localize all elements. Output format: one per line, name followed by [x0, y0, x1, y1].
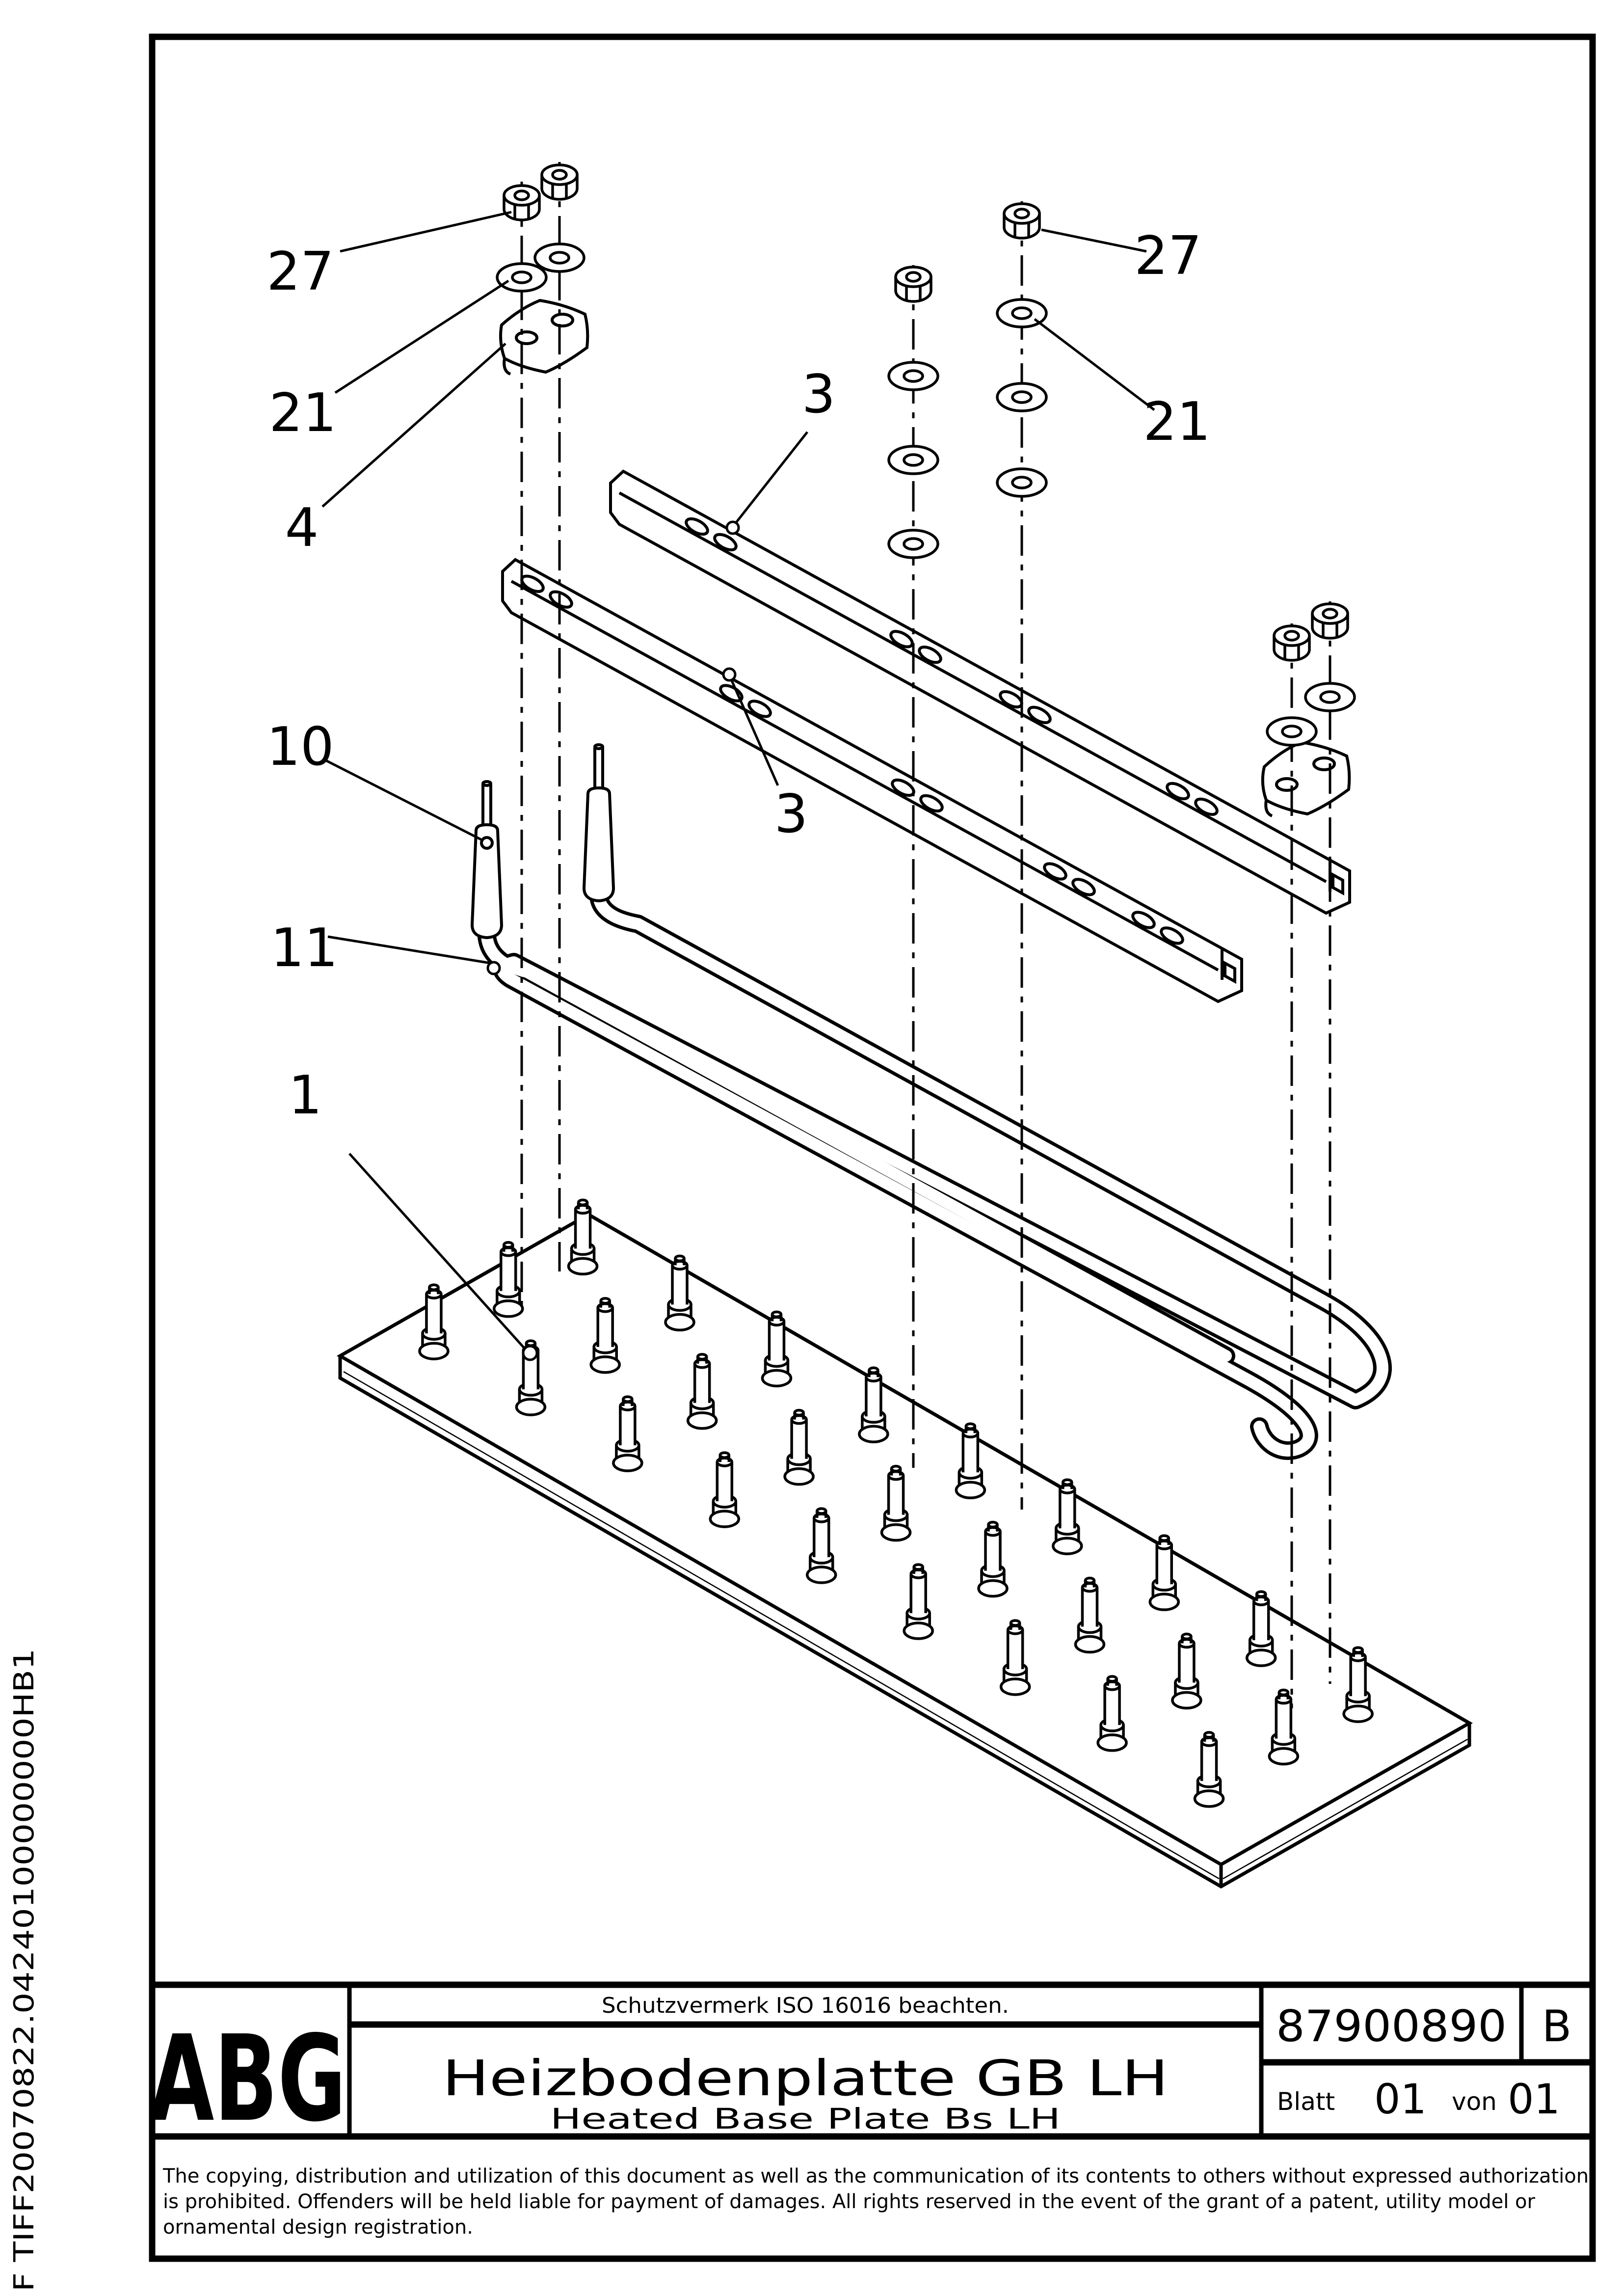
hex-nut: [1004, 204, 1039, 238]
clamp-plate-right: [1263, 742, 1350, 816]
hex-nut: [504, 186, 539, 220]
hex-nut: [1312, 604, 1348, 638]
washer: [1267, 718, 1316, 745]
leader-lines: [322, 212, 1154, 1349]
terminal-post-left: [472, 782, 502, 938]
disclaimer-block: [162, 2165, 1589, 2239]
part-label-11: 11: [270, 918, 338, 979]
washer: [889, 530, 938, 558]
revision-letter: B: [1542, 2001, 1572, 2052]
part-labels: [266, 225, 1210, 1126]
sheet-label: Blatt: [1277, 2087, 1335, 2116]
disclaimer-line-3: ornamental design registration.: [163, 2216, 473, 2239]
sheet-of-label: von: [1452, 2087, 1497, 2116]
hex-nut: [1274, 626, 1309, 660]
part-label-21-left: 21: [269, 382, 337, 444]
document-number: 87900890: [1276, 2001, 1507, 2052]
drawing-title-german: Heizbodenplatte GB LH: [442, 2050, 1169, 2107]
part-label-3-lower: 3: [774, 783, 808, 845]
washer: [997, 469, 1046, 496]
clamp-plate-left: [501, 300, 587, 374]
part-label-27-right: 27: [1134, 225, 1202, 287]
hex-nut: [542, 165, 577, 199]
washer: [889, 362, 938, 390]
washer: [497, 264, 546, 291]
sheet-total: 01: [1508, 2075, 1560, 2123]
sheet-number: 01: [1374, 2075, 1427, 2123]
part-label-1: 1: [288, 1065, 322, 1126]
disclaimer-line-1: The copying, distribution and utilization of this document as well as the communication of its contents to others without expressed authorization: [163, 2165, 1589, 2188]
fastener-stack: [889, 265, 938, 1468]
washer: [535, 244, 584, 271]
part-label-4: 4: [285, 497, 319, 559]
hex-nut: [896, 267, 931, 301]
disclaimer-line-2: is prohibited. Offenders will be held liable for payment of damages. All rights reserved in the event of the grant of a patent, utility model or: [163, 2190, 1535, 2213]
part-label-21-right: 21: [1143, 391, 1211, 453]
company-logo: ABG: [149, 2010, 346, 2148]
file-code-vertical: F TIFF20070822.04240100000000HB1: [8, 1760, 40, 2292]
title-block: [150, 1993, 1572, 2148]
element-terminals: [472, 745, 613, 938]
part-label-3-upper: 3: [801, 364, 836, 425]
washer: [997, 383, 1046, 411]
terminal-post-right: [584, 745, 613, 901]
protection-notice: Schutzvermerk ISO 16016 beachten.: [602, 1993, 1009, 2018]
washer: [889, 446, 938, 474]
washer: [1305, 683, 1355, 711]
part-label-10: 10: [266, 716, 334, 778]
part-label-27-left: 27: [266, 241, 334, 302]
drawing-title-english: Heated Base Plate Bs LH: [550, 2102, 1061, 2135]
